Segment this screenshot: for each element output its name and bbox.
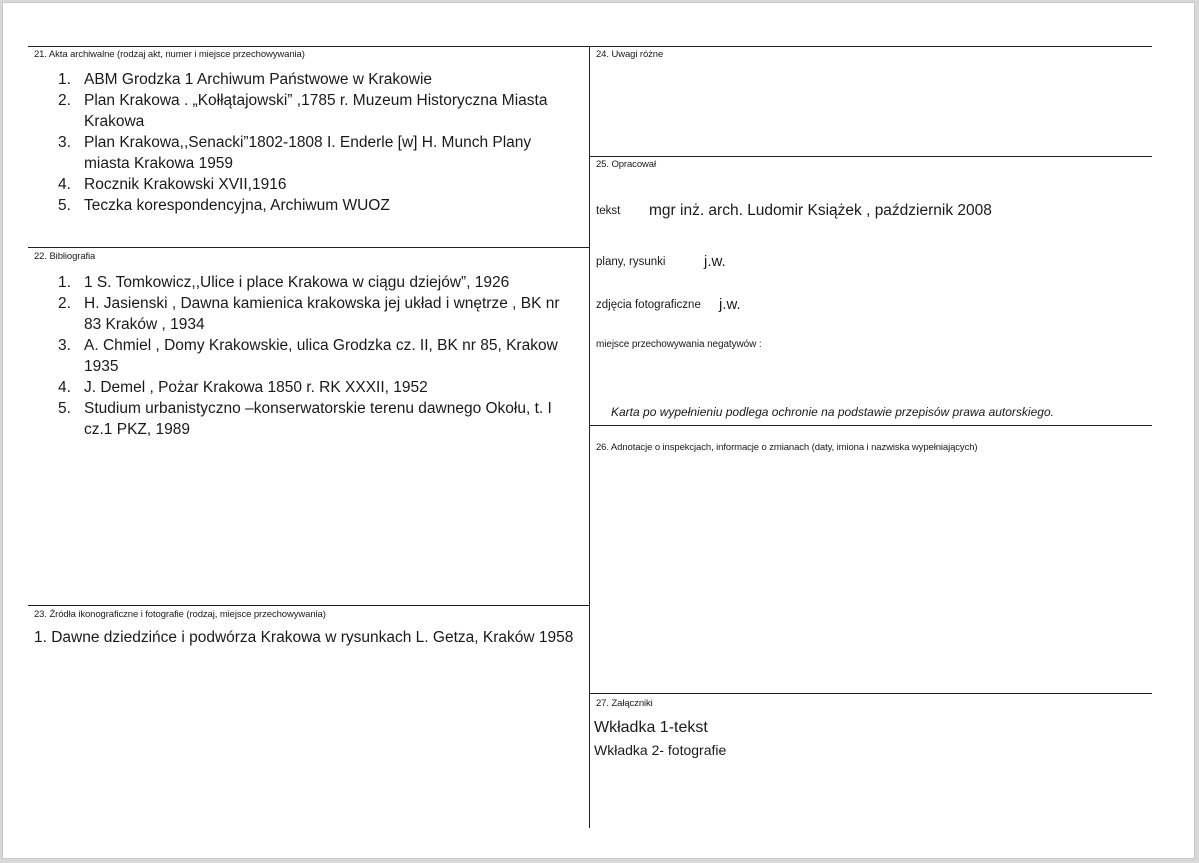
- tekst-label: tekst: [596, 205, 621, 217]
- list-item: 3. A. Chmiel , Domy Krakowskie, ulica Grodzka cz. II, BK nr 85, Krakow 1935: [58, 337, 558, 375]
- rule-22-23: [28, 605, 590, 606]
- archive-records-list: [32, 69, 580, 216]
- list-item: 3. Plan Krakowa,,Senacki”1802-1808 I. Enderle [w] H. Munch Plany miasta Krakowa 1959: [58, 134, 532, 172]
- rule-26-27: [590, 693, 1152, 694]
- list-item: 2. H. Jasienski , Dawna kamienica krakowska jej układ i wnętrze , BK nr 83 Kraków , 1934: [58, 295, 560, 333]
- section-27-header: 27. Załączniki: [596, 698, 653, 709]
- zdjecia-value: j.w.: [719, 296, 741, 313]
- top-rule: [28, 46, 1152, 47]
- section-22-header: 22. Bibliografia: [34, 251, 96, 262]
- rule-24-25: [590, 156, 1152, 157]
- section-24-header: 24. Uwagi różne: [596, 49, 664, 60]
- tekst-value: mgr inż. arch. Ludomir Książek , październik 2008: [649, 202, 992, 219]
- copyright-notice: Karta po wypełnieniu podlega ochronie na podstawie przepisów prawa autorskiego.: [611, 405, 1054, 419]
- list-item: 1. ABM Grodzka 1 Archiwum Państwowe w Krakowie: [58, 71, 433, 88]
- list-item: 1. 1 S. Tomkowicz,,Ulice i place Krakowa w ciągu dziejów”, 1926: [58, 274, 510, 291]
- bibliography-list: [32, 272, 572, 440]
- attachment-2: Wkładka 2- fotografie: [594, 742, 727, 758]
- center-divider: [589, 46, 590, 828]
- zdjecia-label: zdjęcia fotograficzne: [596, 299, 701, 311]
- list-item: 5. Studium urbanistyczno –konserwatorskie terenu dawnego Okołu, t. I cz.1 PKZ, 1989: [58, 400, 552, 438]
- section-23-header: 23. Źródła ikonograficzne i fotografie (rodzaj, miejsce przechowywania): [34, 609, 326, 620]
- plany-label: plany, rysunki: [596, 256, 666, 268]
- miejsce-label: miejsce przechowywania negatywów :: [596, 339, 762, 350]
- record-card: [2, 2, 1195, 859]
- list-item: 4. Rocznik Krakowski XVII,1916: [58, 176, 287, 193]
- list-item: 5. Teczka korespondencyjna, Archiwum WUOZ: [58, 197, 390, 214]
- section-25-header: 25. Opracował: [596, 159, 656, 170]
- list-item: 2. Plan Krakowa . „Kołłątajowski” ,1785 r. Muzeum Historyczna Miasta Krakowa: [58, 92, 548, 130]
- attachment-1: Wkładka 1-tekst: [594, 719, 708, 736]
- plany-value: j.w.: [704, 253, 726, 270]
- section-26-header: 26. Adnotacje o inspekcjach, informacje o zmianach (daty, imiona i nazwiska wypełniających): [596, 442, 978, 453]
- rule-25-26: [590, 425, 1152, 426]
- rule-21-22: [28, 247, 590, 248]
- section-21-header: 21. Akta archiwalne (rodzaj akt, numer i miejsce przechowywania): [34, 49, 305, 60]
- list-item: 4. J. Demel , Pożar Krakowa 1850 r. RK XXXII, 1952: [58, 379, 428, 396]
- iconography-item: 1. Dawne dziedzińce i podwórza Krakowa w rysunkach L. Getza, Kraków 1958: [34, 629, 574, 646]
